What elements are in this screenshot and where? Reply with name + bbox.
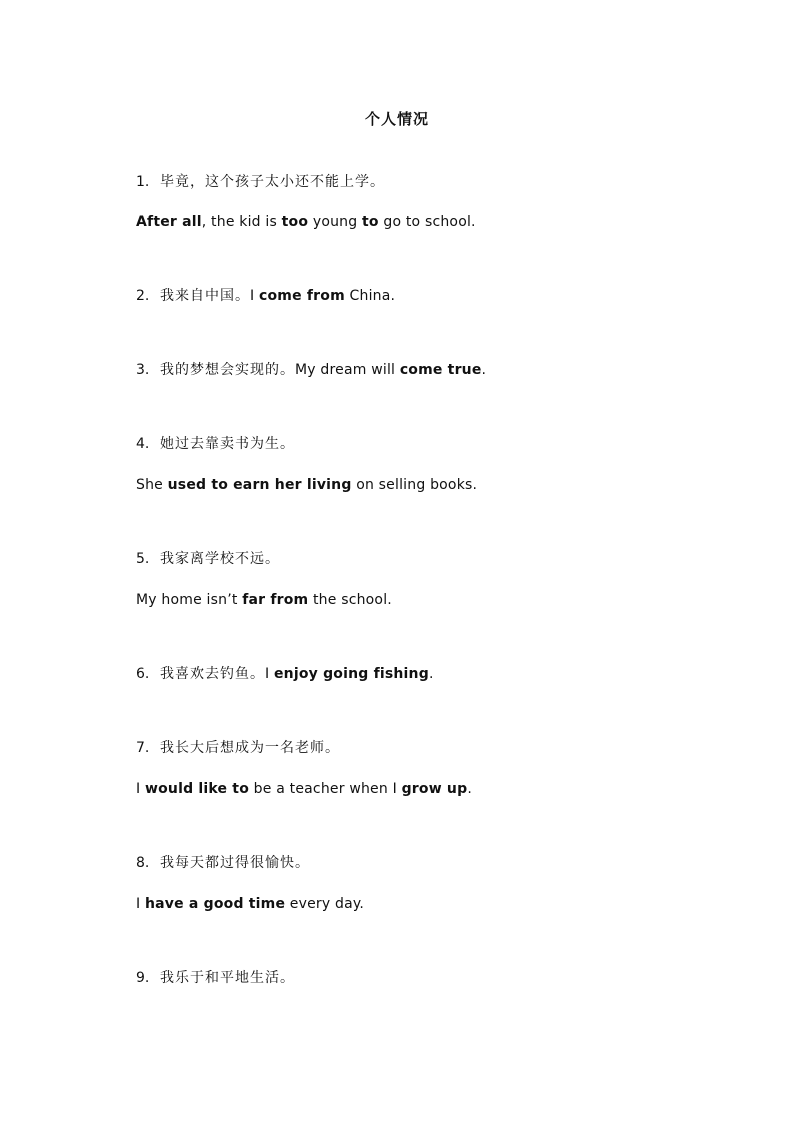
english-text: I bbox=[250, 288, 259, 304]
item-7-english-line bbox=[136, 779, 472, 799]
item-number: 6. bbox=[136, 666, 150, 682]
item-4-chinese-line bbox=[136, 434, 295, 454]
item-number: 7. bbox=[136, 740, 150, 756]
key-phrase: grow up bbox=[401, 781, 468, 797]
chinese-sentence: 她过去靠卖书为生。 bbox=[160, 436, 295, 452]
key-phrase: to bbox=[361, 214, 379, 230]
english-text: , the kid is bbox=[201, 214, 282, 230]
key-phrase: enjoy going fishing bbox=[273, 666, 429, 682]
item-number: 8. bbox=[136, 855, 150, 871]
chinese-sentence: 我每天都过得很愉快。 bbox=[160, 855, 310, 871]
english-text: go to school. bbox=[378, 214, 476, 230]
item-9-chinese-line bbox=[136, 968, 295, 988]
item-4-english-line bbox=[136, 475, 477, 495]
item-number: 2. bbox=[136, 288, 150, 304]
item-7-chinese-line bbox=[136, 738, 340, 758]
item-8-chinese-line bbox=[136, 853, 310, 873]
item-number: 4. bbox=[136, 436, 150, 452]
item-1-english-line bbox=[136, 212, 476, 232]
item-1-chinese-line bbox=[136, 172, 385, 192]
key-phrase: After all bbox=[136, 214, 202, 230]
key-phrase: would like to bbox=[144, 781, 250, 797]
chinese-sentence: 我喜欢去钓鱼。 bbox=[160, 666, 265, 682]
chinese-sentence: 我的梦想会实现的。 bbox=[160, 362, 295, 378]
key-phrase: too bbox=[281, 214, 309, 230]
english-text: on selling books. bbox=[351, 477, 478, 493]
chinese-sentence: 我乐于和平地生活。 bbox=[160, 970, 295, 986]
english-text: every day. bbox=[285, 896, 365, 912]
english-text: . bbox=[467, 781, 472, 797]
key-phrase: used to earn her living bbox=[167, 477, 352, 493]
english-text: My dream will bbox=[295, 362, 400, 378]
english-text: She bbox=[136, 477, 168, 493]
item-number: 9. bbox=[136, 970, 150, 986]
item-8-english-line bbox=[136, 894, 364, 914]
english-text: be a teacher when I bbox=[249, 781, 402, 797]
document-title: 个人情况 bbox=[364, 110, 429, 128]
english-text: the school. bbox=[308, 592, 392, 608]
english-text: . bbox=[481, 362, 487, 378]
english-text: I bbox=[265, 666, 274, 682]
chinese-sentence: 我来自中国。 bbox=[160, 288, 250, 304]
item-number: 3. bbox=[136, 362, 150, 378]
item-number: 5. bbox=[136, 551, 150, 567]
key-phrase: come from bbox=[258, 288, 345, 304]
item-2-line bbox=[136, 286, 395, 306]
item-number: 1. bbox=[136, 174, 150, 190]
key-phrase: have a good time bbox=[144, 896, 286, 912]
english-text: China. bbox=[344, 288, 396, 304]
english-text: . bbox=[428, 666, 434, 682]
key-phrase: come true bbox=[399, 362, 482, 378]
item-3-line bbox=[136, 360, 486, 380]
chinese-sentence: 我家离学校不远。 bbox=[160, 551, 280, 567]
item-5-english-line bbox=[136, 590, 392, 610]
chinese-sentence: 毕竟，这个孩子太小还不能上学。 bbox=[160, 174, 385, 190]
key-phrase: far from bbox=[242, 592, 309, 608]
english-text: My home isn’t bbox=[136, 592, 243, 608]
english-text: I bbox=[136, 781, 145, 797]
chinese-sentence: 我长大后想成为一名老师。 bbox=[160, 740, 340, 756]
item-5-chinese-line bbox=[136, 549, 280, 569]
item-6-line bbox=[136, 664, 434, 684]
english-text: young bbox=[308, 214, 362, 230]
english-text: I bbox=[136, 896, 145, 912]
